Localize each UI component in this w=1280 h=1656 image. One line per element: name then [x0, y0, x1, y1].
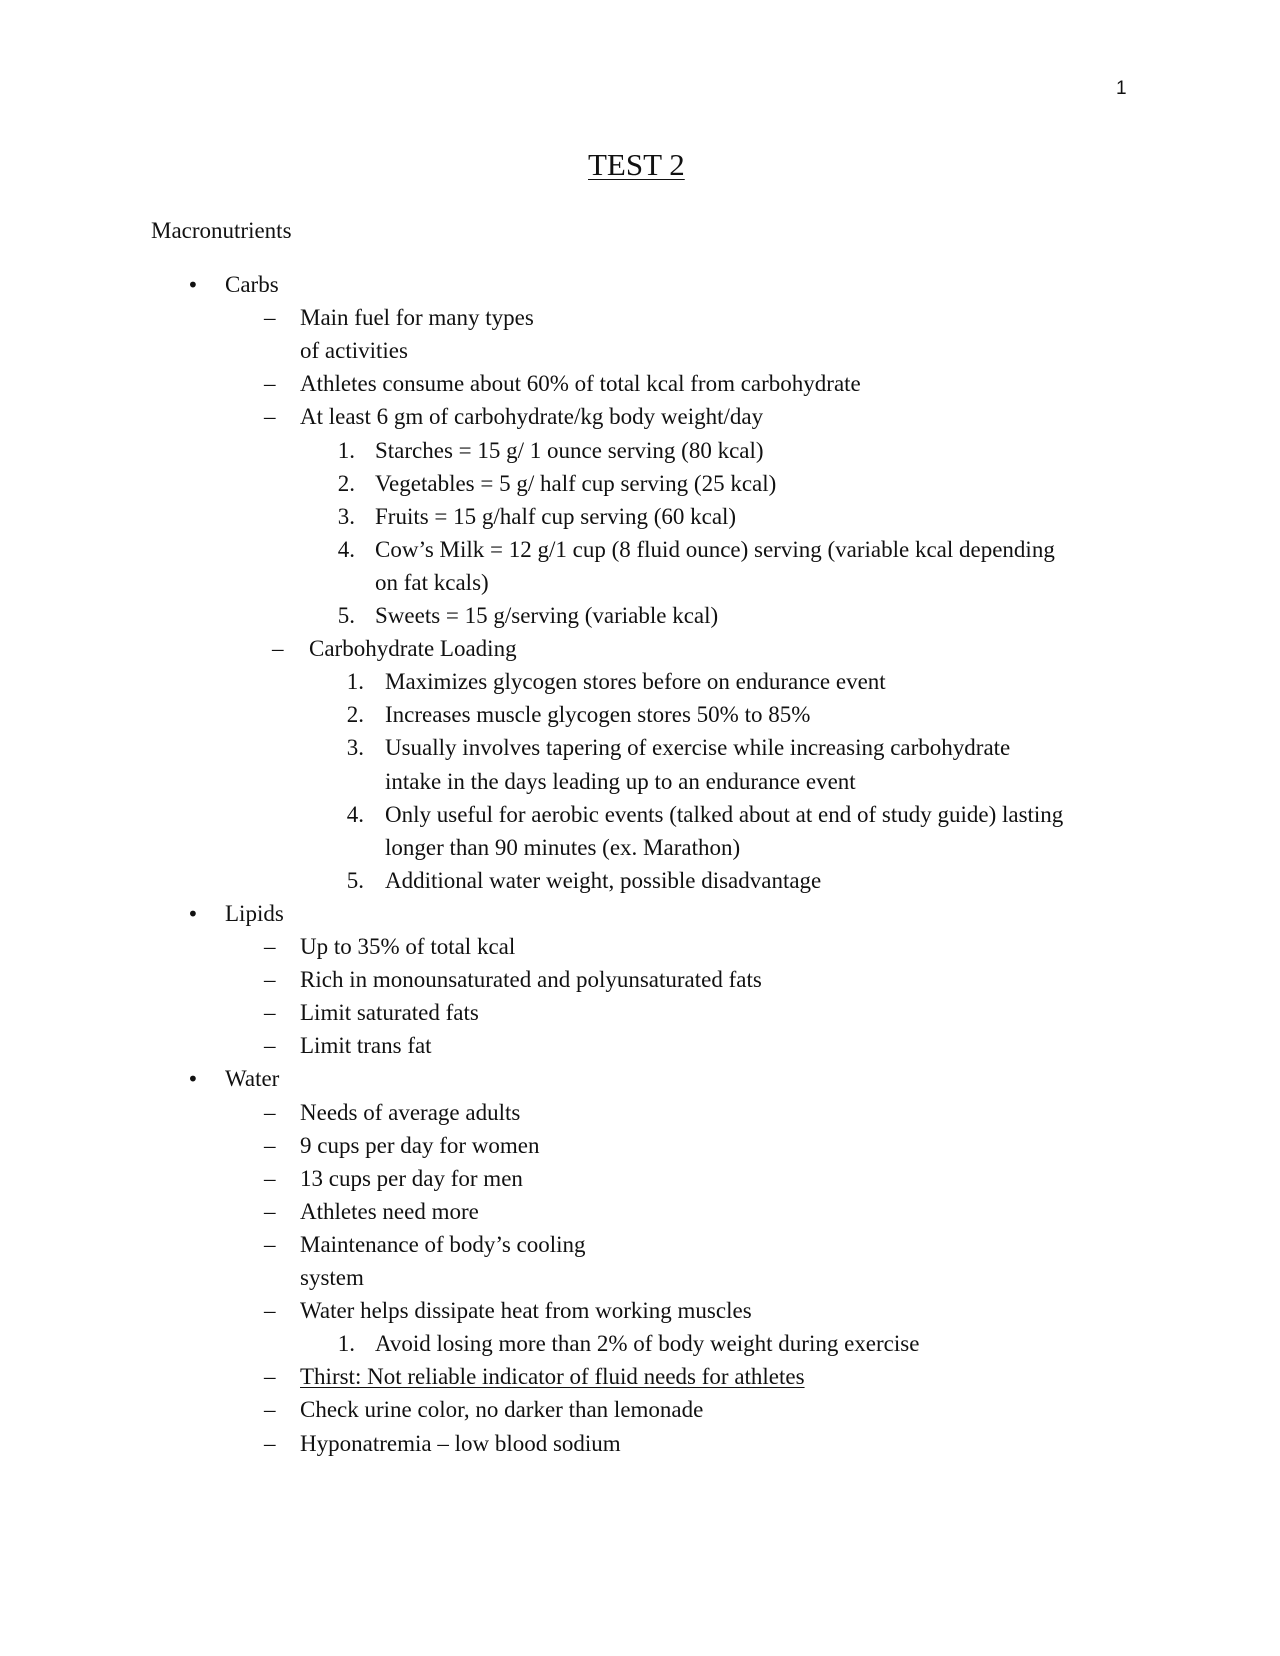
number-marker: 2.: [346, 702, 364, 727]
page-number: 1: [1116, 78, 1127, 99]
number-marker: 1.: [346, 669, 364, 694]
list-item: Limit trans fat: [300, 1033, 432, 1058]
number-marker: 2.: [337, 471, 355, 496]
sub-list-item: Fruits = 15 g/half cup serving (60 kcal): [375, 504, 737, 529]
dash-marker: –: [264, 967, 276, 992]
dash-marker: –: [264, 1232, 276, 1257]
page-title: TEST 2: [588, 147, 685, 182]
sub-list-item: Increases muscle glycogen stores 50% to 85%: [385, 702, 811, 727]
list-item: Water helps dissipate heat from working muscles: [300, 1298, 752, 1323]
sub-list-item: Maximizes glycogen stores before on endurance event: [385, 669, 886, 694]
section-label-water: Water: [225, 1066, 280, 1091]
sub-list-item: Vegetables = 5 g/ half cup serving (25 kcal): [375, 471, 777, 496]
dash-marker: –: [264, 1298, 276, 1323]
dash-marker: –: [264, 1033, 276, 1058]
dash-marker: –: [264, 1199, 276, 1224]
bullet-icon: •: [187, 902, 199, 926]
sub-list-item: Sweets = 15 g/serving (variable kcal): [375, 603, 719, 628]
sub-list-item: longer than 90 minutes (ex. Marathon): [385, 835, 741, 860]
list-item: At least 6 gm of carbohydrate/kg body weight/day: [300, 404, 764, 429]
list-item: Athletes consume about 60% of total kcal from carbohydrate: [300, 371, 861, 396]
list-item: Athletes need more: [300, 1199, 479, 1224]
section-label-lipids: Lipids: [225, 901, 284, 926]
number-marker: 5.: [346, 868, 364, 893]
dash-marker: –: [264, 934, 276, 959]
number-marker: 3.: [346, 735, 364, 760]
sub-list-item: Avoid losing more than 2% of body weight during exercise: [375, 1331, 920, 1356]
number-marker: 5.: [337, 603, 355, 628]
sub-list-item: Additional water weight, possible disadvantage: [385, 868, 822, 893]
dash-marker: –: [264, 1100, 276, 1125]
number-marker: 4.: [337, 537, 355, 562]
dash-marker: –: [264, 1431, 276, 1456]
list-item: Limit saturated fats: [300, 1000, 479, 1025]
dash-marker: –: [264, 1364, 276, 1389]
list-item: 13 cups per day for men: [300, 1166, 523, 1191]
list-item: Hyponatremia – low blood sodium: [300, 1431, 621, 1456]
dash-marker: –: [264, 1000, 276, 1025]
list-item: Up to 35% of total kcal: [300, 934, 516, 959]
list-item: Thirst: Not reliable indicator of fluid needs for athletes: [300, 1364, 805, 1389]
list-item: Needs of average adults: [300, 1100, 521, 1125]
sub-list-item: intake in the days leading up to an endurance event: [385, 769, 856, 794]
bullet-icon: •: [187, 273, 199, 297]
dash-marker: –: [264, 371, 276, 396]
list-item: Check urine color, no darker than lemonade: [300, 1397, 704, 1422]
number-marker: 3.: [337, 504, 355, 529]
dash-marker: –: [264, 1397, 276, 1422]
sub-list-item: Usually involves tapering of exercise while increasing carbohydrate: [385, 735, 1011, 760]
section-heading: Macronutrients: [151, 218, 292, 243]
sub-list-item: Only useful for aerobic events (talked about at end of study guide) lasting: [385, 802, 1064, 827]
number-marker: 1.: [337, 1331, 355, 1356]
list-item: Carbohydrate Loading: [309, 636, 517, 661]
dash-marker: –: [264, 404, 276, 429]
dash-marker: –: [272, 636, 284, 661]
list-item: 9 cups per day for women: [300, 1133, 540, 1158]
section-label-carbs: Carbs: [225, 272, 279, 297]
number-marker: 4.: [346, 802, 364, 827]
bullet-icon: •: [187, 1067, 199, 1091]
sub-list-item: on fat kcals): [375, 570, 489, 595]
list-item: system: [300, 1265, 364, 1290]
list-item: Main fuel for many types: [300, 305, 534, 330]
list-item: of activities: [300, 338, 408, 363]
dash-marker: –: [264, 1133, 276, 1158]
dash-marker: –: [264, 1166, 276, 1191]
list-item: Rich in monounsaturated and polyunsaturated fats: [300, 967, 762, 992]
sub-list-item: Starches = 15 g/ 1 ounce serving (80 kcal): [375, 438, 764, 463]
dash-marker: –: [264, 305, 276, 330]
number-marker: 1.: [337, 438, 355, 463]
list-item: Maintenance of body’s cooling: [300, 1232, 586, 1257]
sub-list-item: Cow’s Milk = 12 g/1 cup (8 fluid ounce) serving (variable kcal depending: [375, 537, 1055, 562]
